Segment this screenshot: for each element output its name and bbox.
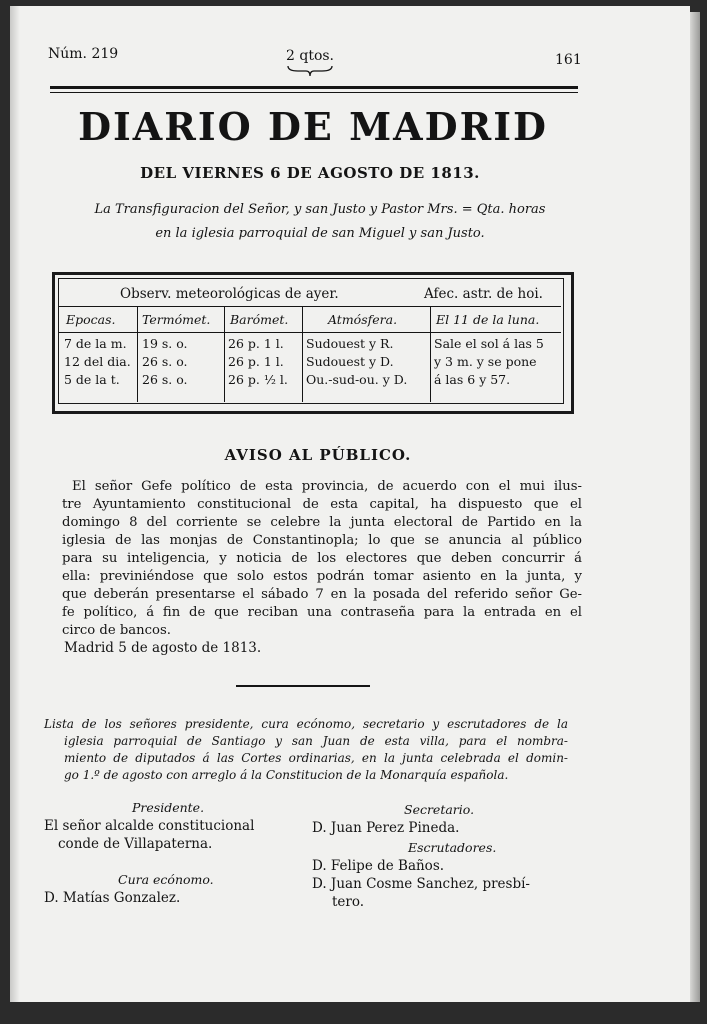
- aviso-line: que deberán presentarse el sábado 7 en la posada del referido señor Ge-: [62, 587, 582, 602]
- cura-name: D. Matías Gonzalez.: [44, 890, 181, 906]
- col-barometro-header: Barómet.: [230, 312, 289, 327]
- weather-col-divider-4: [430, 306, 431, 402]
- lista-line: miento de diputados á las Cortes ordinarias, en la junta celebrada el domin-: [64, 751, 568, 765]
- row1-termometro: 19 s. o.: [142, 336, 188, 351]
- aviso-line: domingo 8 del corriente se celebre la junta electoral de Partido en la: [62, 515, 582, 530]
- weather-rule-1: [59, 306, 561, 307]
- row2-termometro: 26 s. o.: [142, 354, 188, 369]
- row3-epoca: 5 de la t.: [64, 372, 120, 387]
- section-divider: [236, 685, 370, 687]
- aviso-signature: Madrid 5 de agosto de 1813.: [64, 640, 262, 656]
- row2-barometro: 26 p. 1 l.: [228, 354, 284, 369]
- aviso-line: tre Ayuntamiento constitucional de esta capital, ha dispuesto que el: [62, 497, 582, 512]
- date-line: DEL VIERNES 6 DE AGOSTO DE 1813.: [140, 164, 480, 182]
- price-brace-icon: [286, 64, 334, 78]
- aviso-line: fe político, á fin de que reciban una contraseña para la entrada en el: [62, 605, 582, 620]
- page-number: 161: [555, 52, 582, 68]
- row2-atmosfera: Sudouest y D.: [306, 354, 394, 369]
- page-edge: [690, 12, 700, 1002]
- aviso-line: para su inteligencia, y noticia de los electores que deben concurrir á: [62, 551, 582, 566]
- escrutador-2-cont: tero.: [332, 894, 365, 910]
- astro-line-3: á las 6 y 57.: [434, 372, 511, 387]
- row3-atmosfera: Ou.-sud-ou. y D.: [306, 372, 408, 387]
- cura-label: Cura ecónomo.: [118, 872, 214, 887]
- col-epocas-header: Epocas.: [66, 312, 116, 327]
- issue-number: Núm. 219: [48, 46, 119, 62]
- weather-rule-2: [59, 332, 561, 333]
- col-luna-header: El 11 de la luna.: [436, 312, 540, 327]
- presidente-line-2: conde de Villapaterna.: [58, 836, 213, 852]
- secretario-name: D. Juan Perez Pineda.: [312, 820, 460, 836]
- issue-price: 2 qtos.: [286, 48, 335, 64]
- aviso-body: [62, 478, 582, 640]
- presidente-line-1: El señor alcalde constitucional: [44, 818, 255, 834]
- newspaper-title: DIARIO DE MADRID: [78, 104, 548, 149]
- lista-line: Lista de los señores presidente, cura ecónomo, secretario y escrutadores de la: [44, 717, 568, 731]
- escrutador-1: D. Felipe de Baños.: [312, 858, 445, 874]
- aviso-line: circo de bancos.: [62, 623, 171, 638]
- title-rule-top-thin: [50, 92, 578, 93]
- secretario-label: Secretario.: [404, 802, 475, 817]
- aviso-line: ella: previniéndose que solo estos podrán tomar asiento en la junta, y: [62, 569, 582, 584]
- row1-epoca: 7 de la m.: [64, 336, 127, 351]
- aviso-line: iglesia de las monjas de Constantinopla; lo que se anuncia al público: [62, 533, 582, 548]
- row1-barometro: 26 p. 1 l.: [228, 336, 284, 351]
- lista-line: go 1.º de agosto con arreglo á la Constitucion de la Monarquía española.: [64, 768, 509, 782]
- weather-caption-right: Afec. astr. de hoi.: [424, 286, 543, 302]
- saint-line-2: en la iglesia parroquial de san Miguel y san Justo.: [155, 226, 485, 241]
- aviso-line: El señor Gefe político de esta provincia, de acuerdo con el mui ilus-: [72, 479, 582, 494]
- presidente-label: Presidente.: [132, 800, 205, 815]
- row2-epoca: 12 del dia.: [64, 354, 131, 369]
- row3-barometro: 26 p. ½ l.: [228, 372, 288, 387]
- lista-paragraph: [44, 716, 568, 784]
- weather-caption-left: Observ. meteorológicas de ayer.: [120, 286, 339, 302]
- title-rule-top: [50, 86, 578, 89]
- weather-col-divider-2: [224, 306, 225, 402]
- astro-line-1: Sale el sol á las 5: [434, 336, 544, 351]
- page-fold-shadow: [10, 6, 20, 1002]
- saint-line-1: La Transfiguracion del Señor, y san Justo y Pastor Mrs. = Qta. horas: [94, 202, 546, 217]
- row3-termometro: 26 s. o.: [142, 372, 188, 387]
- weather-col-divider-3: [302, 306, 303, 402]
- escrutadores-label: Escrutadores.: [408, 840, 497, 855]
- aviso-heading: AVISO AL PÚBLICO.: [224, 446, 412, 464]
- row1-atmosfera: Sudouest y R.: [306, 336, 394, 351]
- col-atmosfera-header: Atmósfera.: [328, 312, 398, 327]
- lista-line: iglesia parroquial de Santiago y san Juan de esta villa, para el nombra-: [64, 734, 568, 748]
- col-termometro-header: Termómet.: [142, 312, 211, 327]
- newspaper-page: [10, 6, 690, 1002]
- escrutador-2: D. Juan Cosme Sanchez, presbí-: [312, 876, 530, 892]
- astro-line-2: y 3 m. y se pone: [434, 354, 537, 369]
- weather-col-divider-1: [137, 306, 138, 402]
